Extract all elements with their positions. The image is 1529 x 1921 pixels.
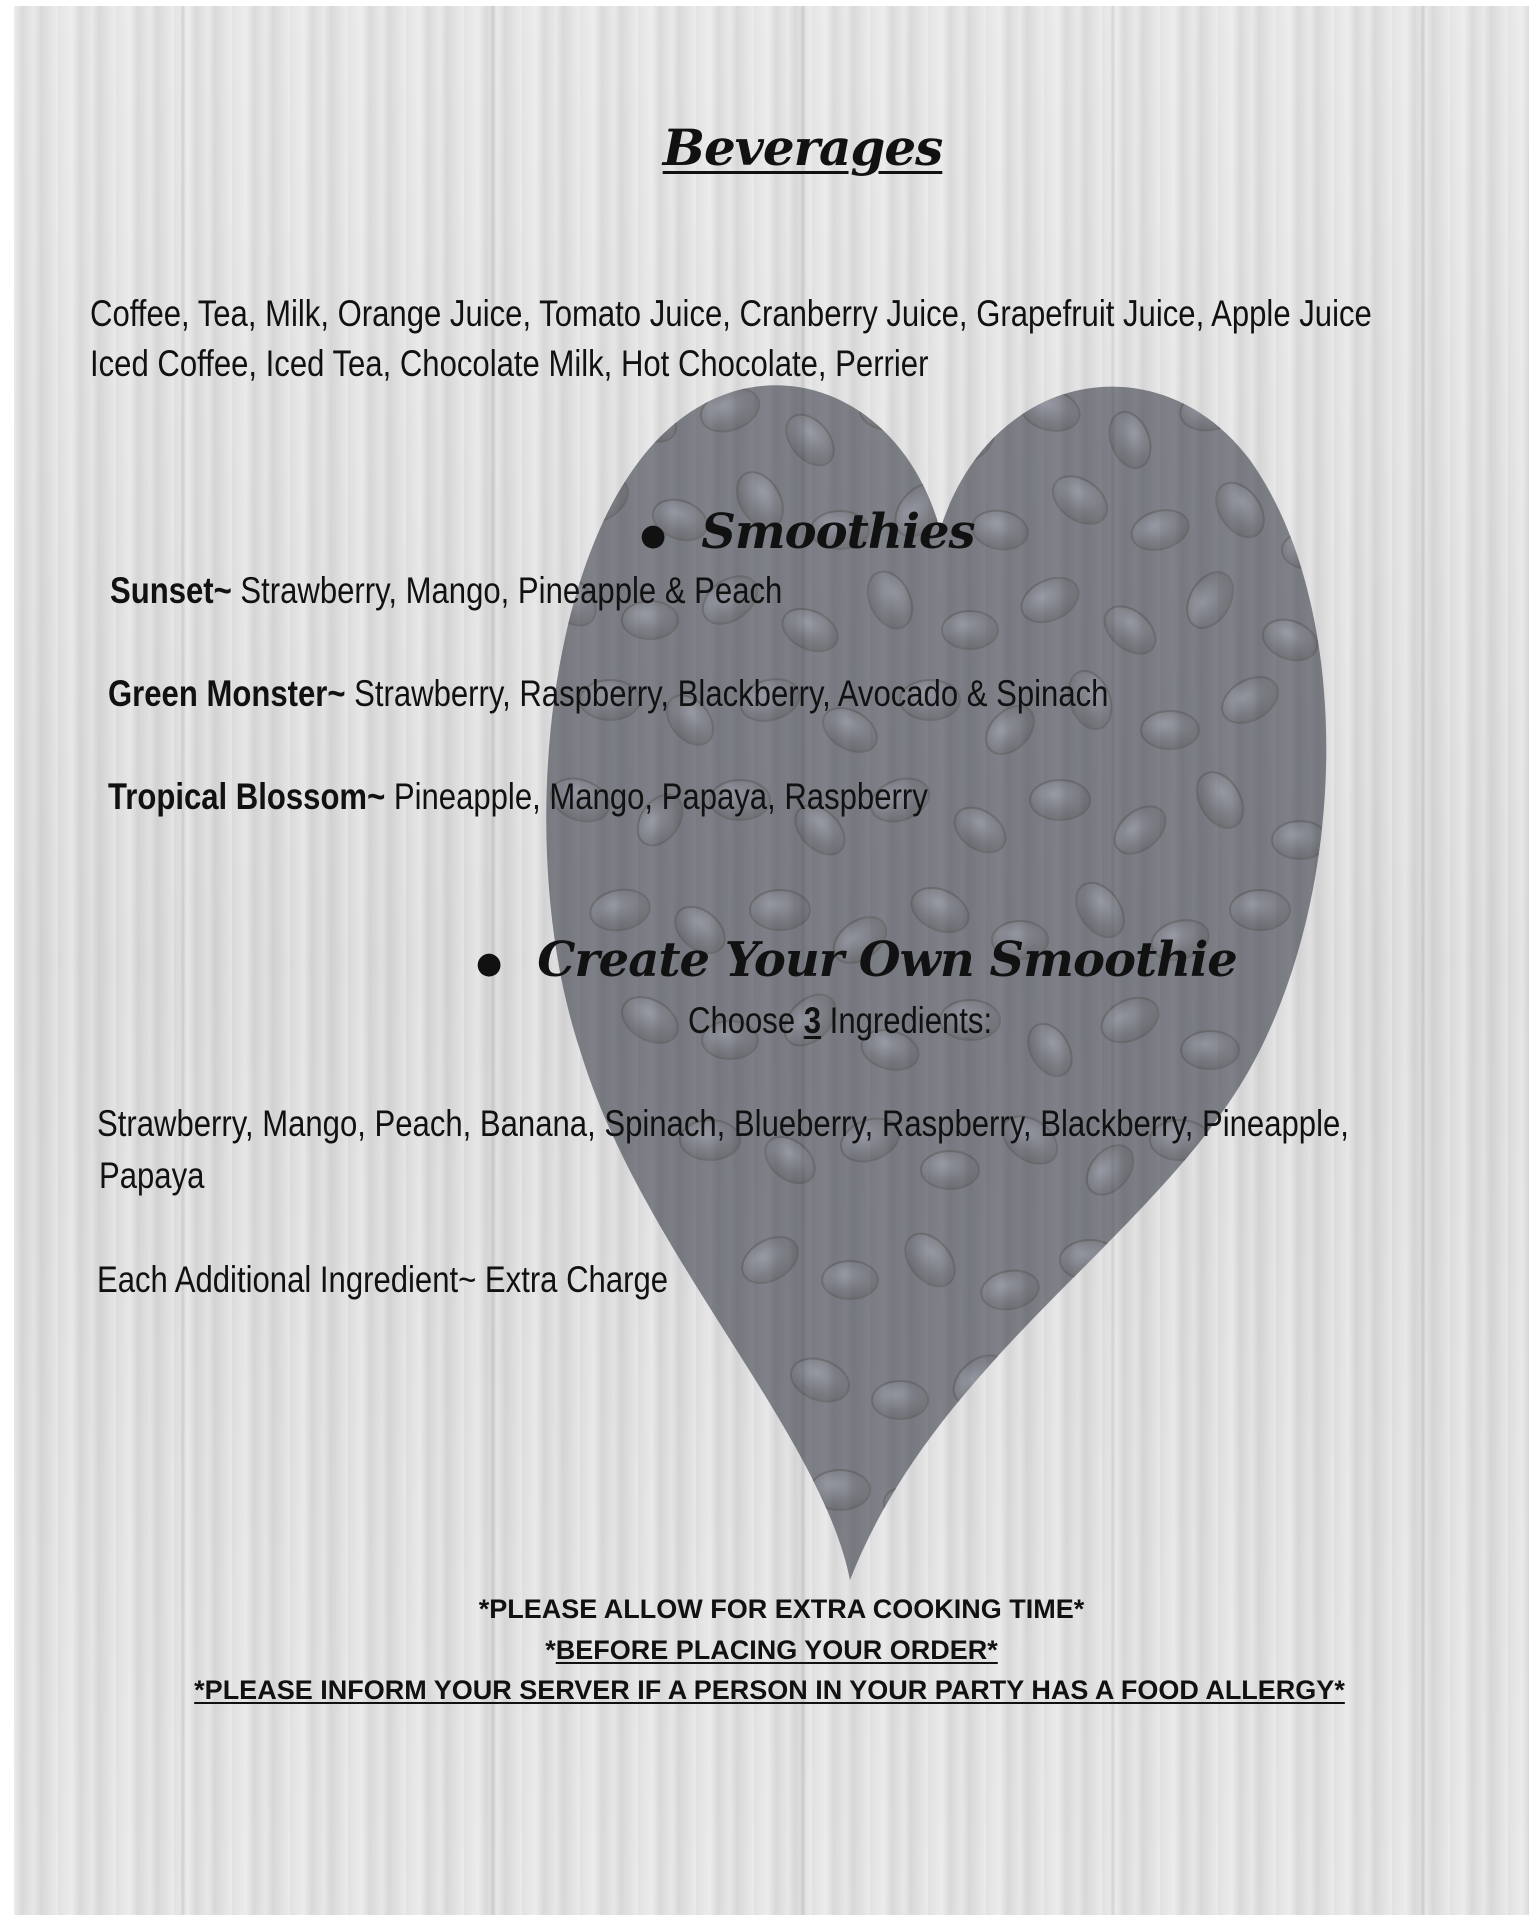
beverages-line-2: Iced Coffee, Iced Tea, Chocolate Milk, Hot Chocolate, Perrier — [90, 343, 929, 384]
smoothie-item — [110, 570, 782, 612]
smoothie-ingredients: Strawberry, Raspberry, Blackberry, Avocado & Spinach — [345, 673, 1109, 714]
notice-before-order — [0, 1635, 1529, 1666]
choose-prefix: Choose — [688, 1000, 804, 1041]
smoothie-separator: ~ — [327, 673, 346, 714]
bullet-icon: ● — [640, 518, 666, 553]
beverages-line-1: Coffee, Tea, Milk, Orange Juice, Tomato Juice, Cranberry Juice, Grapefruit Juice, Apple Juice — [90, 293, 1372, 334]
additional-ingredient-note: Each Additional Ingredient~ Extra Charge — [97, 1259, 669, 1300]
smoothies-heading-label: Smoothies — [701, 504, 975, 560]
smoothie-ingredients: Pineapple, Mango, Papaya, Raspberry — [385, 776, 928, 817]
ingredients-line-2: Papaya — [99, 1155, 205, 1196]
smoothie-name: Tropical Blossom — [108, 776, 368, 817]
create-own-heading-label: Create Your Own Smoothie — [537, 932, 1237, 988]
smoothie-name: Sunset — [110, 570, 214, 611]
smoothie-separator: ~ — [367, 776, 386, 817]
ingredients-line-1: Strawberry, Mango, Peach, Banana, Spinach, Blueberry, Raspberry, Blackberry, Pineapple, — [97, 1103, 1349, 1144]
notice-food-allergy: *PLEASE INFORM YOUR SERVER IF A PERSON IN YOUR PARTY HAS A FOOD ALLERGY* — [194, 1675, 1345, 1705]
smoothie-item — [108, 776, 928, 818]
smoothies-heading — [640, 504, 975, 560]
bullet-icon: ● — [476, 946, 502, 981]
create-own-heading — [476, 932, 1237, 988]
page-title: Beverages — [662, 118, 943, 177]
notice-before-order-text: BEFORE PLACING YOUR ORDER* — [555, 1635, 998, 1665]
smoothie-ingredients: Strawberry, Mango, Pineapple & Peach — [231, 570, 783, 611]
choose-ingredients-label — [688, 1000, 992, 1042]
notice-before-order-prefix: * — [545, 1635, 556, 1665]
smoothie-separator: ~ — [213, 570, 232, 611]
smoothie-name: Green Monster — [108, 673, 328, 714]
choose-suffix: Ingredients: — [821, 1000, 993, 1041]
smoothie-item — [108, 673, 1108, 715]
choose-count: 3 — [803, 1000, 822, 1041]
notice-cooking-time: *PLEASE ALLOW FOR EXTRA COOKING TIME* — [478, 1594, 1085, 1624]
